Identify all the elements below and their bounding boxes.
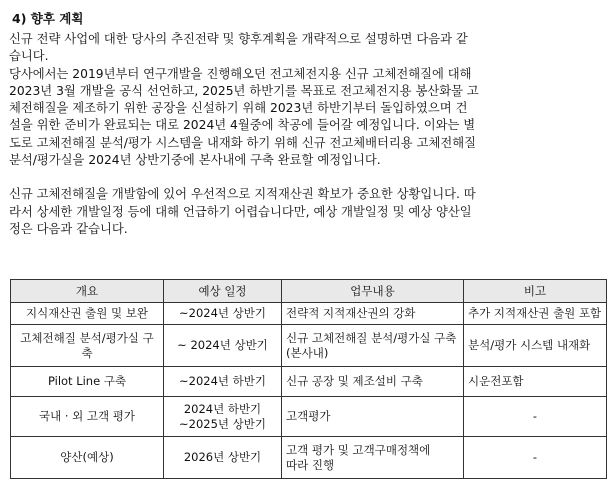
table-row xyxy=(11,397,607,437)
cell-note: - xyxy=(464,437,607,479)
table-row xyxy=(11,367,607,397)
cell-task: 고객 평가 및 고객구매정책에 따라 진행 xyxy=(282,437,464,479)
cell-overview: 양산(예상) xyxy=(11,437,164,479)
cell-task: 신규 고체전해질 분석/평가실 구축 (본사내) xyxy=(282,325,464,367)
cell-schedule: 2026년 상반기 xyxy=(164,437,282,479)
cell-overview: 지식재산권 출원 및 보완 xyxy=(11,303,164,325)
cell-schedule: ~2024년 하반기 xyxy=(164,367,282,397)
header-note: 비고 xyxy=(464,280,607,303)
table-row xyxy=(11,303,607,325)
section-title: 4) 향후 계획 xyxy=(12,11,84,26)
cell-overview: 국내 · 외 고객 평가 xyxy=(11,397,164,437)
table-row xyxy=(11,325,607,367)
intro-paragraph: 신규 전략 사업에 대한 당사의 추진전략 및 향후계획을 개략적으로 설명하면 다음과 같습니다. xyxy=(9,32,468,64)
header-task: 업무내용 xyxy=(282,280,464,303)
cell-overview: Pilot Line 구축 xyxy=(11,367,164,397)
cell-task: 고객평가 xyxy=(282,397,464,437)
schedule-paragraph: 신규 고체전해질을 개발함에 있어 우선적으로 지적재산권 확보가 중요한 상황입니다. 따라서 상세한 개발일정 등에 대해 언급하기 어렵습니다만, 예상 개발일정 및 예상 양산일정은 다음과 같습니다. xyxy=(9,187,476,236)
cell-schedule: ~ 2024년 상반기 xyxy=(164,325,282,367)
cell-schedule: 2024년 하반기 ~2025년 상반기 xyxy=(164,397,282,437)
header-overview: 개요 xyxy=(11,280,164,303)
schedule-table xyxy=(10,279,607,479)
cell-schedule: ~2024년 상반기 xyxy=(164,303,282,325)
cell-overview: 고체전해질 분석/평가실 구축 xyxy=(11,325,164,367)
cell-note: 시운전포함 xyxy=(464,367,607,397)
cell-note: 분석/평가 시스템 내재화 xyxy=(464,325,607,367)
table-row xyxy=(11,437,607,479)
document-page xyxy=(0,0,610,238)
table-header-row xyxy=(11,280,607,303)
cell-note: 추가 지적재산권 출원 포함 xyxy=(464,303,607,325)
plan-paragraph: 당사에서는 2019년부터 연구개발을 진행해오던 전고체전지용 신규 고체전해질에 대해 2023년 3월 개발을 공식 선언하고, 2025년 하반기를 목표로 전고체전지용 봉산화물 고체전해질을 제조하기 위한 공장을 신설하기 위해 2023년 하반기부터 돌입하였으며 건설을 위한 준비가 완료되는 대로 2024년 4월중에 착공에 들어갈 예정입니다. 이와는 별도로 고체전해질 분석/평가 시스템을 내재화 하기 위해 신규 전고체배터리용 고체전해질 분석/평가실을 2024년 상반기중에 본사내에 구축 완료할 예정입니다. xyxy=(9,66,479,168)
cell-note: - xyxy=(464,397,607,437)
cell-task: 전략적 지적재산권의 강화 xyxy=(282,303,464,325)
header-schedule: 예상 일정 xyxy=(164,280,282,303)
cell-task: 신규 공장 및 제조설비 구축 xyxy=(282,367,464,397)
